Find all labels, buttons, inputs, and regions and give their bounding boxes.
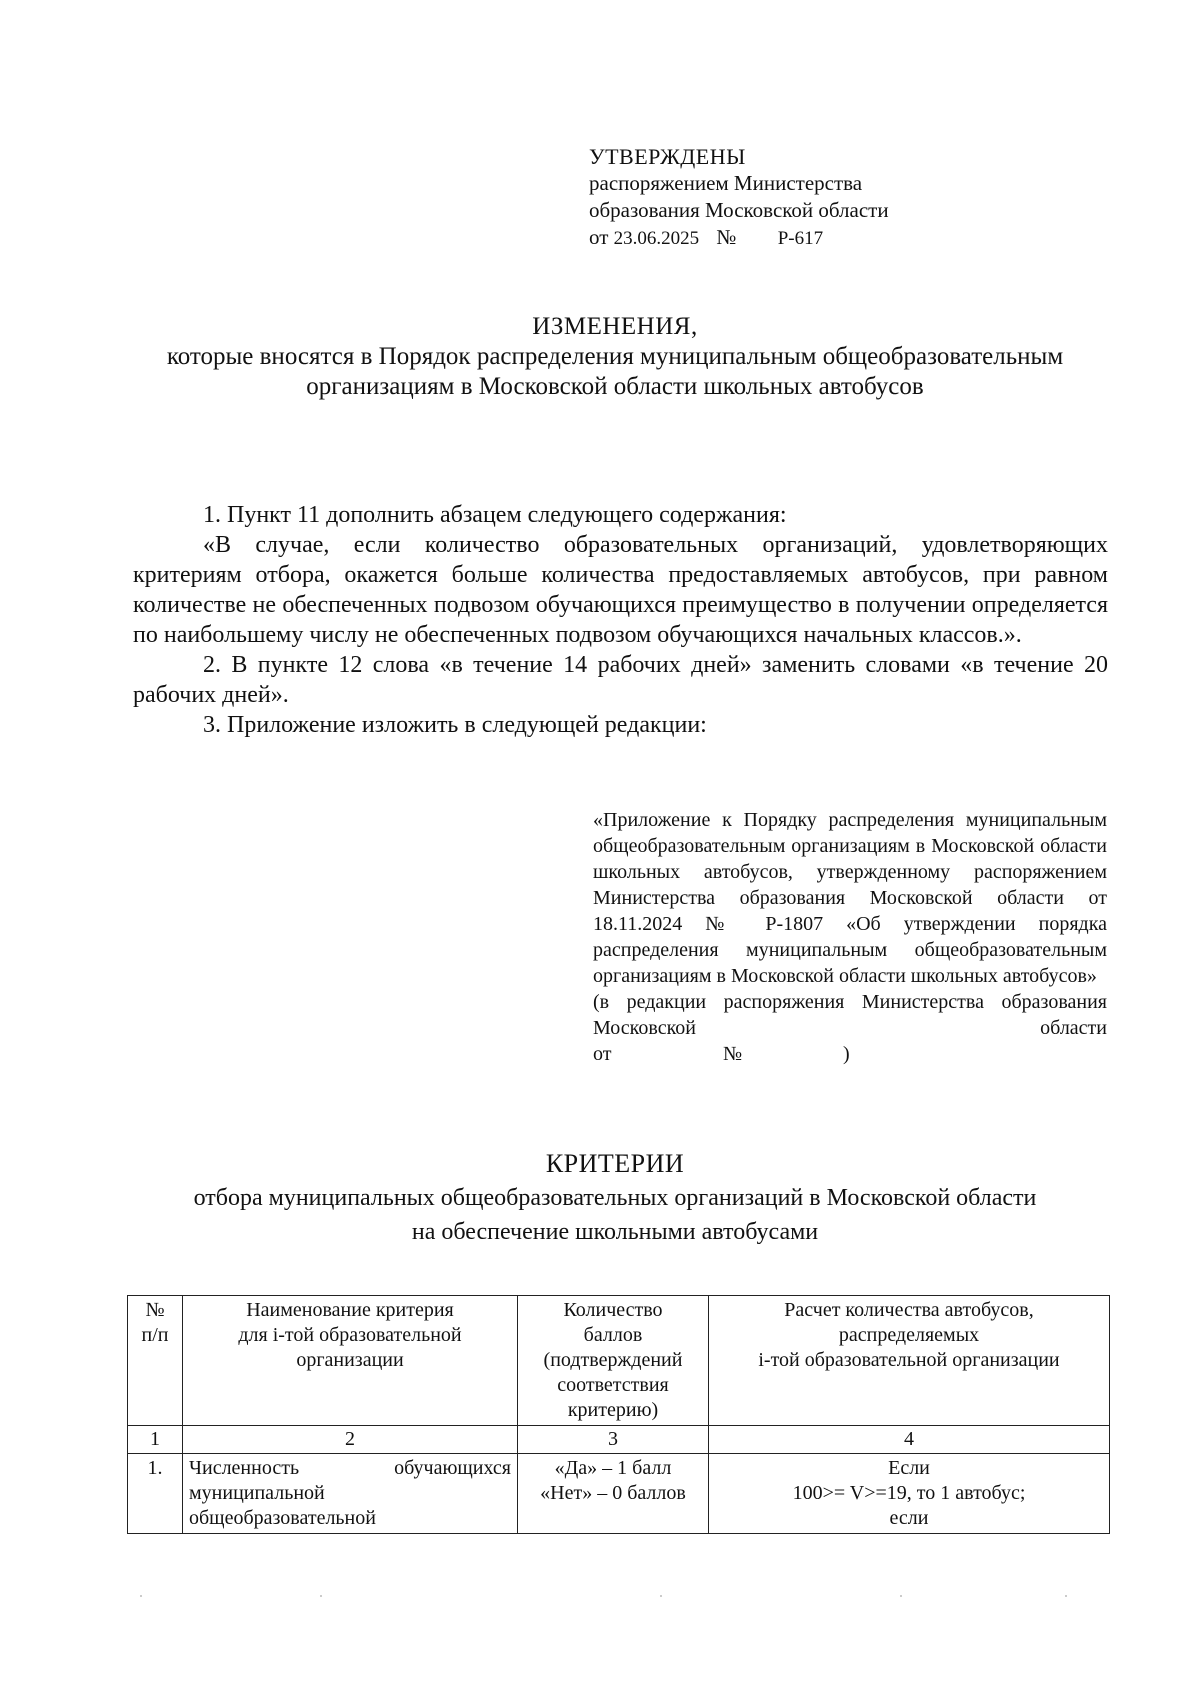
criteria-heading: КРИТЕРИИ — [545, 1149, 685, 1178]
header-calc-line: Расчет количества автобусов, — [784, 1299, 1034, 1321]
table-column-numbers-row — [128, 1426, 1110, 1454]
changes-body — [133, 500, 1108, 740]
table-row — [128, 1454, 1110, 1534]
approval-date-line — [589, 224, 1009, 252]
criteria-title — [120, 1147, 1110, 1249]
approval-date-prefix: от — [589, 225, 609, 249]
header-criterion-line: организации — [296, 1349, 404, 1371]
header-criterion-line: Наименование критерия — [246, 1299, 454, 1321]
row-criterion — [183, 1454, 518, 1534]
approval-date: 23.06.2025 — [613, 228, 700, 249]
scan-dot — [140, 1595, 142, 1597]
criterion-line: муниципальной — [189, 1482, 325, 1504]
appendix-edition: (в редакции распоряжения Министерства образования Московской области — [593, 991, 1107, 1039]
criterion-line — [189, 1456, 511, 1481]
column-number: 4 — [709, 1426, 1110, 1454]
calc-line: Если — [888, 1457, 930, 1479]
header-calc-line: распределяемых — [838, 1324, 980, 1346]
table-header-row — [128, 1296, 1110, 1426]
header-points-line: баллов — [583, 1324, 643, 1346]
header-number-line: № — [145, 1299, 165, 1321]
approval-line-1: распоряжением Министерства — [589, 171, 863, 195]
points-yes: «Да» – 1 балл — [554, 1457, 672, 1479]
criterion-line: общеобразовательной — [189, 1507, 376, 1529]
row-points — [518, 1454, 709, 1534]
approval-line-2: образования Московской области — [589, 198, 889, 222]
scan-dot — [900, 1595, 902, 1597]
paragraph-4: 3. Приложение изложить в следующей редакции: — [203, 712, 707, 738]
paragraph-2: «В случае, если количество образовательных организаций, удовлетворяющих критериям отбора, окажется больше количества предоставляемых автобусов, при равном количестве не обеспеченных подвозом обучающихся преимущество в получении определяется по наибольшему числу не обеспеченных подвозом обучающихся начальных классов.». — [133, 532, 1108, 648]
appendix-text: «Приложение к Порядку распределения муниципальным общеобразовательным организациям в Московской области школьных автобусов, утвержденному распоряжением Министерства образования Московской области от 18.11.2024 № Р-1807 «Об утверждении порядка распределения муниципальным общеобразовательным организациям в Московской области школьных автобусов» — [593, 809, 1107, 987]
criteria-subtitle-line-2: на обеспечение школьными автобусами — [411, 1219, 819, 1245]
approval-reg-number: Р-617 — [777, 228, 824, 249]
calc-line: 100>= V>=19, то 1 автобус; — [792, 1482, 1026, 1504]
scan-dot — [660, 1595, 662, 1597]
criteria-table — [127, 1295, 1110, 1534]
header-calc-line: i-той образовательной организации — [758, 1349, 1060, 1371]
criterion-word: Численность — [189, 1457, 300, 1479]
header-cell-points — [518, 1296, 709, 1426]
header-cell-number — [128, 1296, 183, 1426]
criteria-subtitle-line-1: отбора муниципальных общеобразовательных организаций в Московской области — [193, 1185, 1037, 1211]
changes-title — [120, 312, 1110, 402]
appendix-number-sign: № — [723, 1043, 743, 1065]
header-points-line: соответствия — [557, 1374, 669, 1396]
appendix-reference — [593, 807, 1107, 1067]
column-number: 1 — [128, 1426, 183, 1454]
calc-line: если — [889, 1507, 929, 1529]
header-points-line: (подтверждений — [543, 1349, 683, 1371]
scan-dot — [320, 1595, 322, 1597]
header-cell-criterion — [183, 1296, 518, 1426]
approval-heading: УТВЕРЖДЕНЫ — [589, 144, 746, 169]
approval-number-sign: № — [716, 225, 737, 249]
appendix-from: от — [593, 1043, 612, 1065]
appendix-blank-line — [593, 1041, 1107, 1067]
header-points-line: критерию) — [567, 1399, 659, 1421]
header-number-line: п/п — [141, 1324, 169, 1346]
header-cell-calculation — [709, 1296, 1110, 1426]
changes-heading: ИЗМЕНЕНИЯ, — [532, 313, 698, 340]
row-number: 1. — [128, 1454, 183, 1534]
paragraph-1: 1. Пункт 11 дополнить абзацем следующего содержания: — [203, 502, 787, 528]
paragraph-3: 2. В пункте 12 слова «в течение 14 рабочих дней» заменить словами «в течение 20 рабочих дней». — [133, 652, 1108, 708]
column-number: 2 — [183, 1426, 518, 1454]
approval-stamp — [589, 143, 1009, 252]
header-points-line: Количество — [563, 1299, 663, 1321]
header-criterion-line: для i-той образовательной — [238, 1324, 462, 1346]
row-calculation — [709, 1454, 1110, 1534]
changes-subtitle-line-2: организациям в Московской области школьных автобусов — [306, 373, 924, 400]
criterion-word: обучающихся — [394, 1457, 511, 1479]
changes-subtitle-line-1: которые вносятся в Порядок распределения муниципальным общеобразовательным — [166, 343, 1064, 370]
column-number: 3 — [518, 1426, 709, 1454]
scan-dot — [1065, 1595, 1067, 1597]
scan-noise — [140, 1595, 1070, 1597]
points-no: «Нет» – 0 баллов — [540, 1482, 686, 1504]
appendix-close: ) — [843, 1043, 850, 1065]
